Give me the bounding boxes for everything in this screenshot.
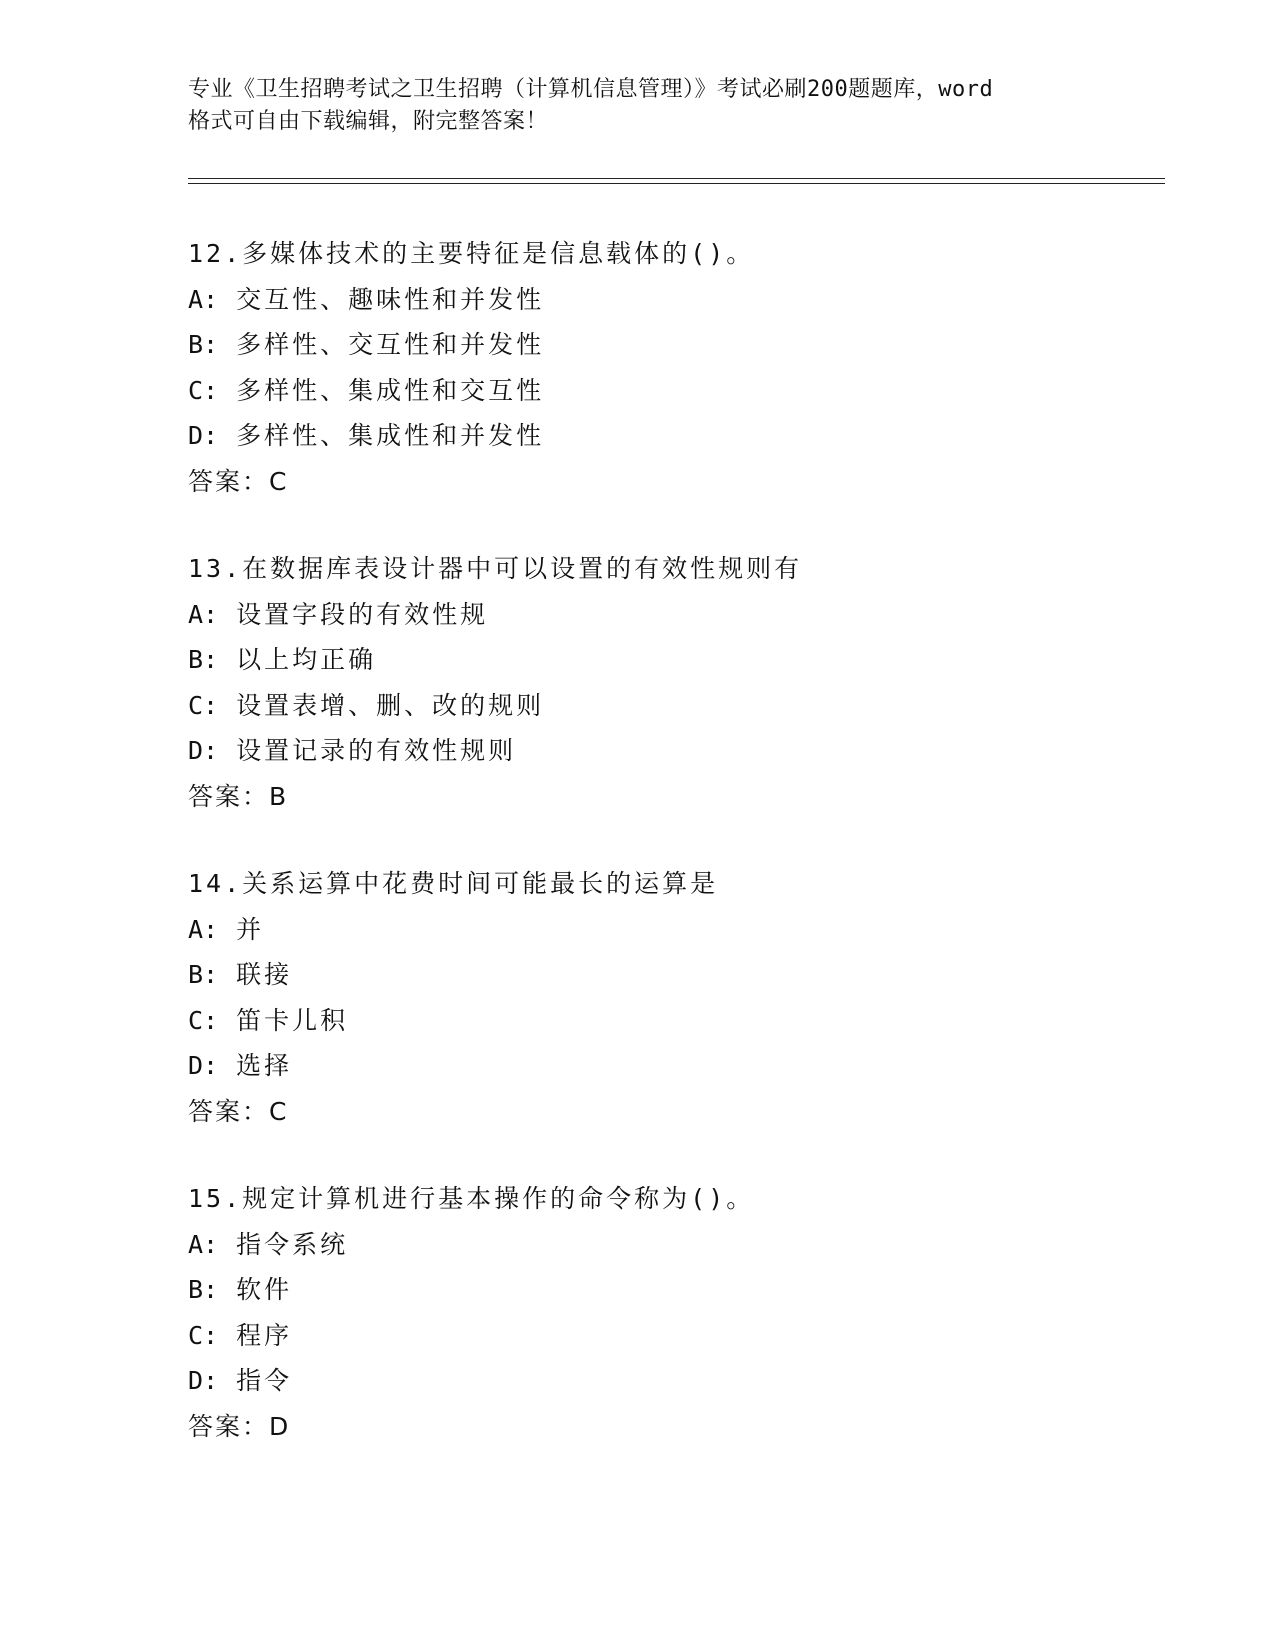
- option-a: [188, 592, 1148, 638]
- option-b: [188, 1267, 1148, 1313]
- option-label: B:: [188, 645, 219, 674]
- option-label: A:: [188, 914, 219, 944]
- option-text: 设置表增、删、改的规则: [236, 690, 545, 720]
- option-a: [188, 1222, 1148, 1268]
- option-label: C:: [188, 375, 219, 405]
- option-d: [188, 413, 1148, 459]
- option-label: B:: [188, 960, 219, 989]
- question-stem: 15.规定计算机进行基本操作的命令称为()。: [188, 1184, 755, 1213]
- question-15: [188, 1176, 1148, 1449]
- answer-line: 答案：C: [188, 1096, 289, 1126]
- option-text: 软件: [236, 1275, 293, 1304]
- header-line-1: 专业《卫生招聘考试之卫生招聘（计算机信息管理）》考试必刷200题题库，word: [188, 77, 994, 102]
- option-text: 联接: [236, 960, 293, 989]
- question-13: [188, 546, 1148, 819]
- option-text: 多样性、集成性和交互性: [236, 375, 545, 405]
- option-label: D:: [188, 421, 219, 450]
- option-text: 指令系统: [236, 1229, 349, 1259]
- option-text: 指令: [236, 1366, 293, 1395]
- question-12: [188, 231, 1148, 504]
- option-d: [188, 728, 1148, 774]
- option-label: C:: [188, 690, 219, 720]
- option-b: [188, 322, 1148, 368]
- option-c: [188, 998, 1148, 1044]
- question-14: [188, 861, 1148, 1134]
- option-label: B:: [188, 330, 219, 359]
- option-label: C:: [188, 1320, 219, 1350]
- option-text: 并: [236, 914, 265, 944]
- option-text: 设置记录的有效性规则: [236, 736, 517, 765]
- question-stem: 13.在数据库表设计器中可以设置的有效性规则有: [188, 554, 803, 583]
- option-d: [188, 1043, 1148, 1089]
- answer-line: 答案：B: [188, 781, 289, 811]
- option-text: 多样性、交互性和并发性: [236, 330, 545, 359]
- option-label: C:: [188, 1005, 219, 1035]
- option-a: [188, 277, 1148, 323]
- option-label: D:: [188, 1366, 219, 1395]
- option-label: A:: [188, 599, 219, 629]
- option-c: [188, 368, 1148, 414]
- question-stem: 14.关系运算中花费时间可能最长的运算是: [188, 869, 719, 898]
- option-text: 设置字段的有效性规: [236, 599, 489, 629]
- option-c: [188, 683, 1148, 729]
- option-label: B:: [188, 1275, 219, 1304]
- option-label: A:: [188, 1229, 219, 1259]
- option-label: A:: [188, 284, 219, 314]
- option-label: D:: [188, 1051, 219, 1080]
- option-text: 交互性、趣味性和并发性: [236, 284, 545, 314]
- answer-line: 答案：C: [188, 466, 289, 496]
- header-divider-bottom: [188, 183, 1165, 184]
- option-c: [188, 1313, 1148, 1359]
- header-divider-top: [188, 178, 1165, 179]
- option-a: [188, 907, 1148, 953]
- option-text: 多样性、集成性和并发性: [236, 421, 545, 450]
- option-b: [188, 952, 1148, 998]
- option-text: 程序: [236, 1320, 293, 1350]
- answer-line: 答案：D: [188, 1411, 291, 1441]
- question-stem: 12.多媒体技术的主要特征是信息载体的()。: [188, 239, 755, 268]
- option-text: 笛卡儿积: [236, 1005, 349, 1035]
- option-text: 选择: [236, 1051, 293, 1080]
- option-text: 以上均正确: [236, 645, 377, 674]
- document-header: [188, 74, 1108, 138]
- option-b: [188, 637, 1148, 683]
- header-line-2: 格式可自由下载编辑，附完整答案！: [188, 109, 549, 134]
- option-label: D:: [188, 736, 219, 765]
- option-d: [188, 1358, 1148, 1404]
